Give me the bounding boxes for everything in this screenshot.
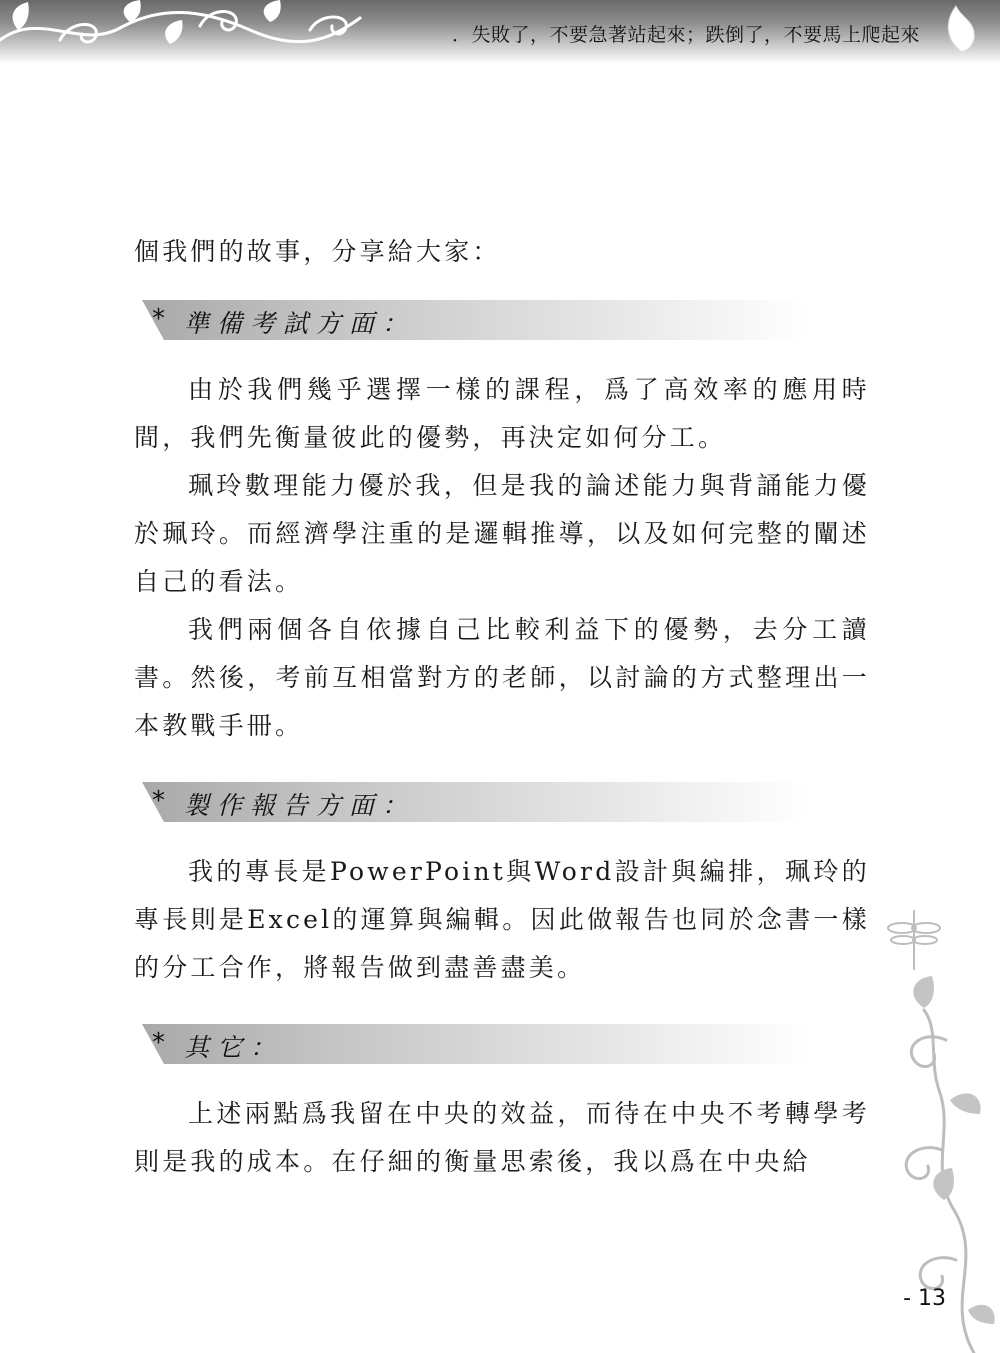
page-number: - 13 [903,1286,946,1311]
leaf-icon [942,2,982,54]
header-quote: ．失敗了，不要急著站起來；跌倒了，不要馬上爬起來 [451,24,920,46]
header-band [0,0,1000,64]
paragraph: 我們兩個各自依據自己比較利益下的優勢，去分工讀書。然後，考前互相當對方的老師，以討論的方式整理出一本教戰手冊。 [134,615,870,740]
section-title: 其它： [184,1033,284,1062]
section-title: 製作報告方面： [184,791,416,820]
paragraph: 我的專長是PowerPoint與Word設計與編排，珮玲的專長則是Excel的運算與編輯。因此做報告也同於念書一樣的分工合作，將報告做到盡善盡美。 [134,857,870,982]
paragraph: 珮玲數理能力優於我，但是我的論述能力與背誦能力優於珮玲。而經濟學注重的是邏輯推導，以及如何完整的闡述自己的看法。 [134,471,870,596]
section-heading-other [142,1024,807,1064]
section-title: 準備考試方面： [184,309,416,338]
vine-ornament-icon [0,0,380,64]
dragonfly-icon [888,910,940,970]
paragraph: 由於我們幾乎選擇一樣的課程，爲了高效率的應用時間，我們先衡量彼此的優勢，再決定如何分工。 [134,375,870,452]
asterisk-icon: * [152,304,165,334]
intro-line: 個我們的故事，分享給大家： [134,237,501,266]
paragraph: 上述兩點爲我留在中央的效益，而待在中央不考轉學考則是我的成本。在仔細的衡量思索後，我以爲在中央給 [134,1099,870,1176]
section-heading-report [142,782,807,822]
asterisk-icon: * [152,1028,165,1058]
section-heading-exam [142,300,807,340]
page-body [134,228,870,1186]
asterisk-icon: * [152,786,165,816]
